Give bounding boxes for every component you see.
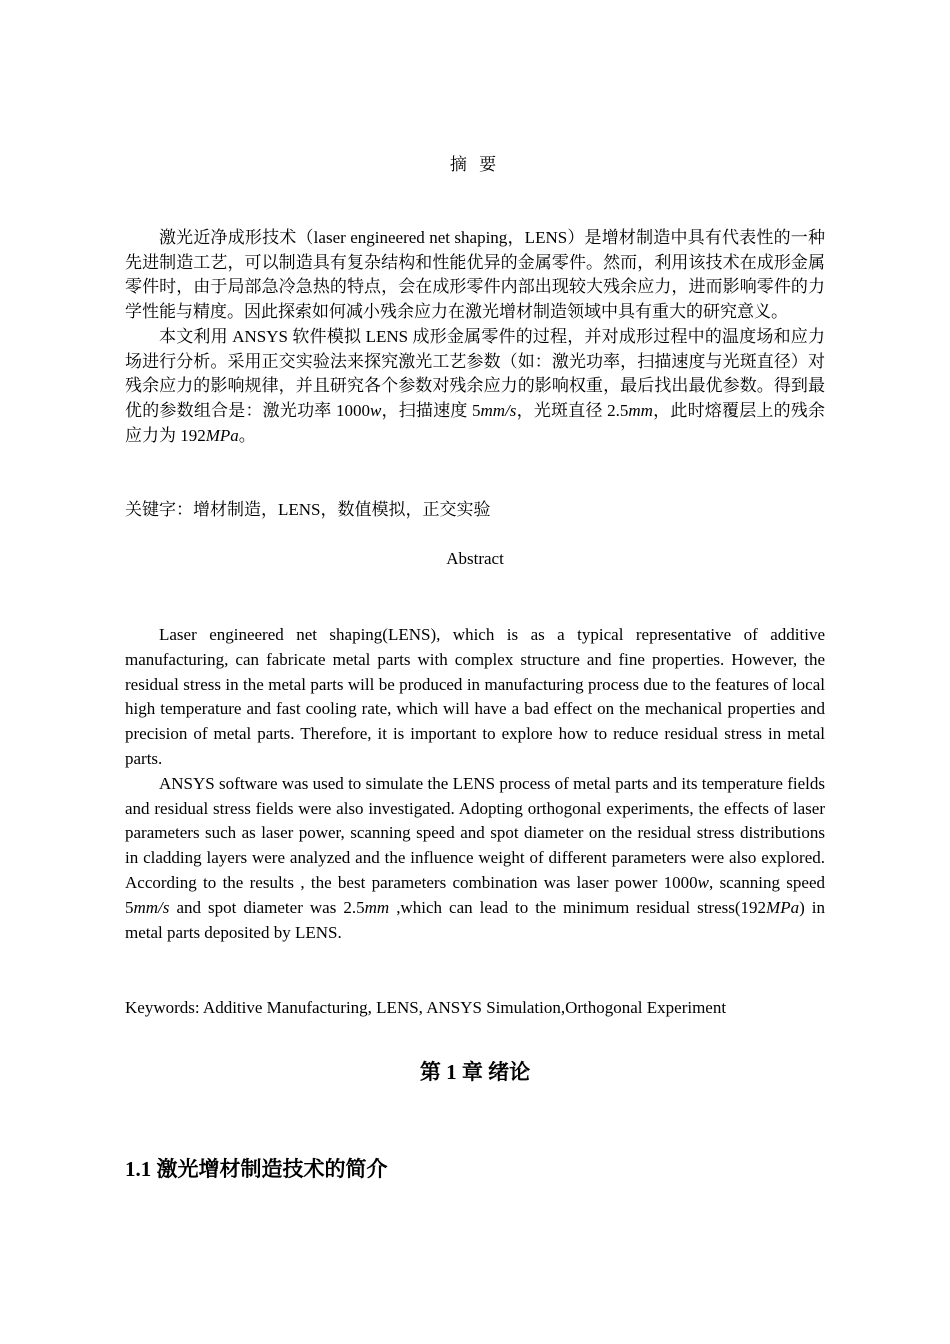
- abstract-en-p2-unit-mpa: MPa: [766, 897, 800, 917]
- abstract-en-paragraph-2: [125, 772, 825, 946]
- abstract-cn-p2-unit-mpa: MPa: [205, 425, 239, 445]
- abstract-cn-p2-text-a: 本文利用 ANSYS 软件模拟 LENS 成形金属零件的过程，并对成形过程中的温度场和应力场进行分析。采用正交实验法来探究激光工艺参数（如：激光功率，扫描速度与光斑直径）对残余应力的影响规律，并且研究各个参数对残余应力的影响权重，最后找出最优参数。得到最优的参数组合是：激光功率 1000: [125, 326, 825, 420]
- abstract-cn-p2-text-d: ，此时熔覆层上的残余应力为 192: [125, 400, 826, 445]
- abstract-cn-body: [125, 226, 825, 448]
- abstract-cn-p2-unit-w: w: [369, 400, 382, 420]
- abstract-cn-p2-text-c: ，光斑直径 2.5: [516, 400, 629, 420]
- abstract-en-p2-text-d: ,which can lead to the minimum residual stress(192: [389, 897, 767, 917]
- abstract-en-p2-text-a: ANSYS software was used to simulate the LENS process of metal parts and its temperature fields and residual stress fields were also investigated. Adopting orthogonal experiments, the effects of laser parameters such as laser power, scanning speed and spot diameter on the residual stress distributions in cladding layers were analyzed and the influence weight of different parameters were also explored. According to the results , the best parameters combination was laser power 1000: [125, 773, 825, 892]
- abstract-en-p2-unit-w: w: [697, 872, 710, 892]
- abstract-cn-title: 摘 要: [449, 155, 501, 174]
- abstract-cn-paragraph-2: [125, 325, 825, 449]
- abstract-en-body: [125, 623, 825, 945]
- abstract-cn-p2-unit-speed: mm/s: [480, 400, 517, 420]
- abstract-en-p2-text-c: and spot diameter was 2.5: [169, 897, 365, 917]
- chapter-heading: 第 1 章 绪论: [419, 1060, 531, 1084]
- abstract-en-p2-unit-speed: mm/s: [133, 897, 170, 917]
- abstract-en-p2-text-e: ) in metal parts deposited by LENS.: [125, 897, 825, 942]
- abstract-cn-p2-text-b: ，扫描速度 5: [381, 400, 481, 420]
- abstract-cn-paragraph-1: 激光近净成形技术（laser engineered net shaping，LENS）是增材制造中具有代表性的一种先进制造工艺，可以制造具有复杂结构和性能优异的金属零件。然而，利用该技术在成形金属零件时，由于局部急冷急热的特点，会在成形零件内部出现较大残余应力，进而影响零件的力学性能与精度。因此探索如何减小残余应力在激光增材制造领域中具有重大的研究意义。: [125, 228, 825, 322]
- abstract-en-title: Abstract: [446, 549, 504, 568]
- abstract-en-keywords: Keywords: Additive Manufacturing, LENS, ANSYS Simulation,Orthogonal Experiment: [125, 998, 727, 1017]
- abstract-en-p2-unit-mm: mm: [364, 897, 390, 917]
- abstract-cn-p2-unit-mm: mm: [628, 400, 653, 420]
- abstract-cn-p2-text-e: 。: [238, 425, 256, 445]
- abstract-cn-keywords: 关键字：增材制造，LENS，数值模拟，正交实验: [125, 500, 491, 519]
- section-heading: 1.1 激光增材制造技术的简介: [125, 1157, 388, 1181]
- abstract-en-paragraph-1: Laser engineered net shaping(LENS), which is as a typical representative of additive manufacturing, can fabricate metal parts with complex structure and fine properties. However, the residual stress in the metal parts will be produced in manufacturing process due to the features of local high temperature and fast cooling rate, which will have a bad effect on the mechanical properties and precision of metal parts. Therefore, it is important to explore how to reduce residual stress in metal parts.: [125, 625, 825, 768]
- abstract-en-p2-text-b: , scanning speed 5: [125, 872, 825, 917]
